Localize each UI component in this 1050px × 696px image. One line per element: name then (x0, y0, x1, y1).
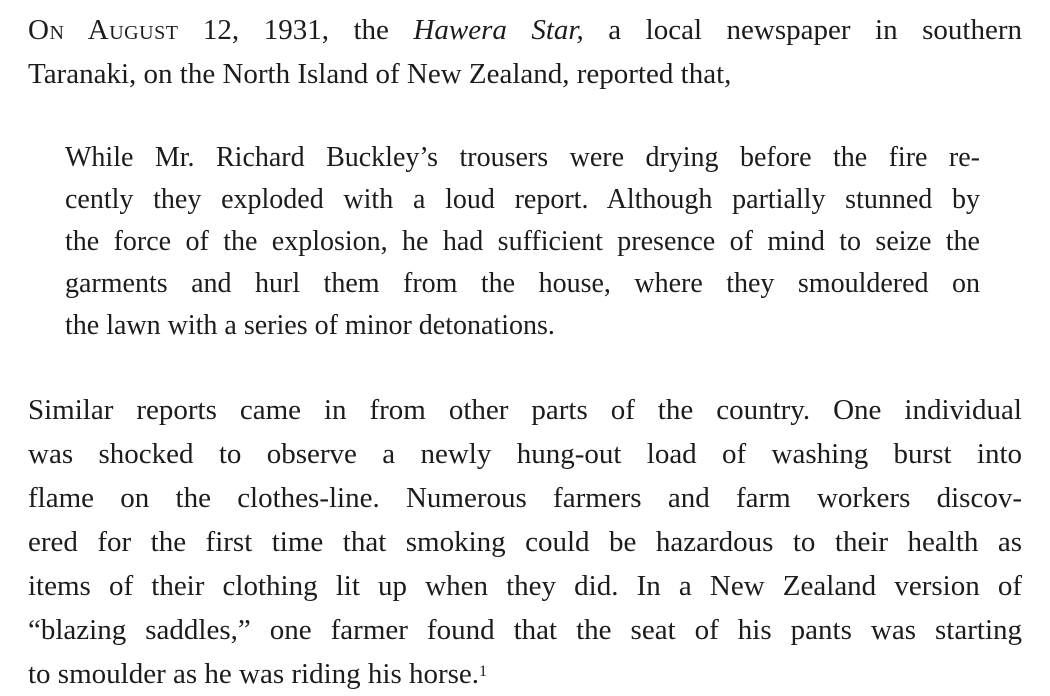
opening-small-caps: On August (28, 14, 179, 46)
body-line: flame on the clothes-line. Numerous farmers and farm workers discov- (28, 482, 1022, 514)
body-line-last (28, 652, 1022, 696)
body-line: “blazing saddles,” one farmer found that the seat of his pants was starting (28, 614, 1022, 646)
opening-line-2: Taranaki, on the North Island of New Zealand, reported that, (28, 58, 732, 90)
quote-line: garments and hurl them from the house, where they smouldered on (65, 268, 980, 299)
quote-line: the force of the explosion, he had sufficient presence of mind to seize the (65, 226, 980, 257)
body-line: ered for the first time that smoking could be hazardous to their health as (28, 526, 1022, 558)
opening-text-a: 12, 1931, the (178, 14, 414, 46)
opening-paragraph (28, 8, 1022, 96)
body-line: Similar reports came in from other parts of the country. One individual (28, 394, 1022, 426)
opening-text-b: a local newspaper in southern (583, 14, 1022, 46)
body-line: was shocked to observe a newly hung-out load of washing burst into (28, 438, 1022, 470)
quote-line: cently they exploded with a loud report. Although partially stunned by (65, 184, 980, 215)
quote-line: While Mr. Richard Buckley’s trousers were drying before the fire re- (65, 142, 980, 173)
newspaper-title: Hawera Star, (413, 14, 584, 46)
newspaper-quote (65, 137, 980, 347)
footnote-marker: 1 (479, 663, 488, 680)
body-line-text: to smoulder as he was riding his horse. (28, 658, 480, 690)
quote-line: the lawn with a series of minor detonations. (65, 310, 555, 341)
opening-line-1 (28, 8, 1022, 52)
body-paragraph (28, 388, 1022, 696)
body-line: items of their clothing lit up when they did. In a New Zealand version of (28, 570, 1022, 602)
